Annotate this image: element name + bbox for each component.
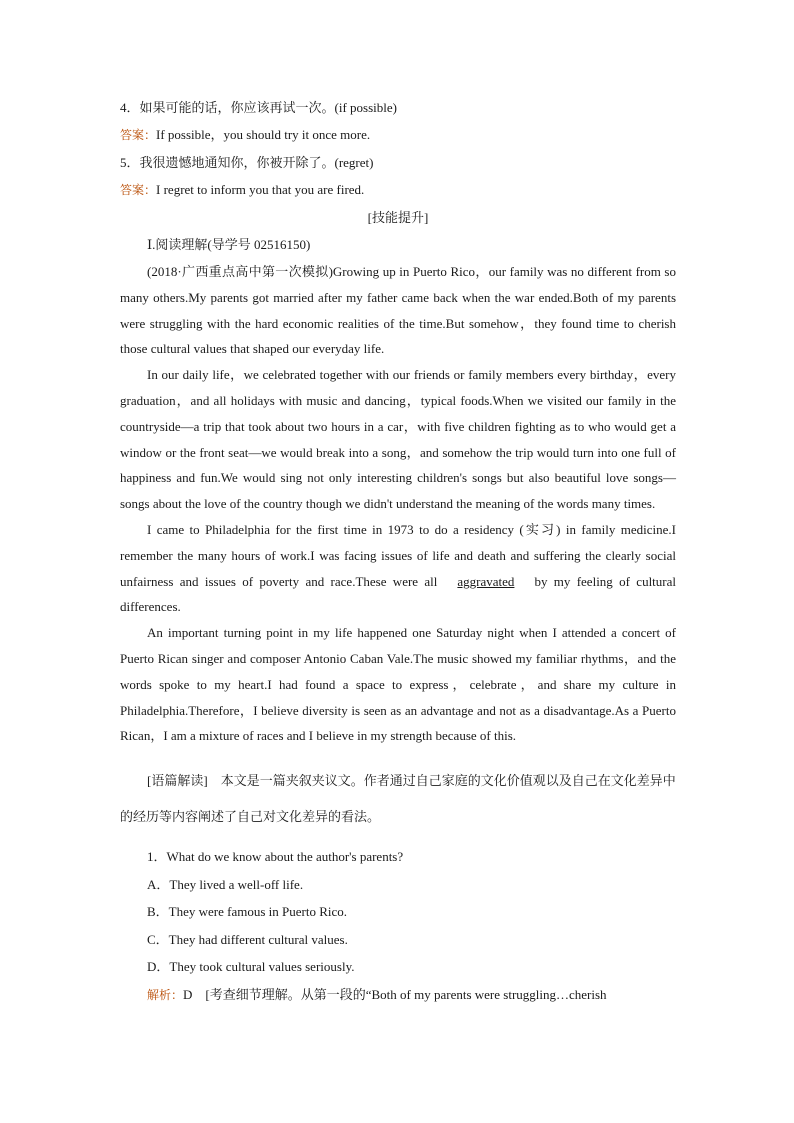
explanation-label: 解析： xyxy=(147,987,184,1002)
document-page xyxy=(120,94,676,1009)
exercise-4-prompt: 4．如果可能的话，你应该再试一次。(if possible) xyxy=(120,100,397,115)
answer-label: 答案： xyxy=(120,128,157,142)
reading-heading: Ⅰ.阅读理解(导学号 02516150) xyxy=(147,237,311,252)
discourse-analysis xyxy=(120,763,676,835)
question-1-stem: 1．What do we know about the author's parents? xyxy=(147,849,404,865)
passage-paragraph-2: In our daily life，we celebrated together with our friends or family members every birthday，every graduation，and all holidays with music and dancing，typical foods.When we visited our family in the countryside—a trip that took about two hours in a car，with five children fighting as to who would get a window or the front seat—we would break into a song，and somehow the trip would turn into one full of happiness and fun.We would sing not only interesting children's songs but also beautiful love songs—songs about the love of the country though we didn't understand the meaning of the words many times. xyxy=(120,367,676,512)
question-1-option-c: C．They had different cultural values. xyxy=(147,931,348,947)
section-heading: [技能提升] xyxy=(367,210,429,225)
exercise-5-answer xyxy=(120,176,676,204)
analysis-text: 本文是一篇夹叙夹议文。作者通过自己家庭的文化价值观以及自己在文化差异中的经历等内容阐述了自己对文化差异的看法。 xyxy=(120,773,676,825)
analysis-label: [语篇解读] xyxy=(147,773,208,789)
answer-text: I regret to inform you that you are fired. xyxy=(156,182,365,197)
question-1-option-a: A．They lived a well-off life. xyxy=(147,876,304,892)
question-1-option-b: B．They were famous in Puerto Rico. xyxy=(147,904,348,920)
question-1-explanation xyxy=(120,981,676,1010)
question-1-option-d: D．They took cultural values seriously. xyxy=(147,959,355,975)
passage-paragraph-1: (2018·广西重点高中第一次模拟)Growing up in Puerto Rico，our family was no different from so many others.My parents got married after my father came back when the war ended.Both of my parents were struggling with the hard economic realities of the time.But somehow，they found time to cherish those cultural values that shaped our everyday life. xyxy=(120,264,676,357)
answer-label: 答案： xyxy=(120,183,157,197)
explanation-text: D [考查细节理解。从第一段的“Both of my parents were struggling…cherish xyxy=(183,986,607,1002)
underlined-word: aggravated xyxy=(457,573,515,589)
answer-text: If possible，you should try it once more. xyxy=(156,127,371,142)
exercise-5-prompt: 5．我很遗憾地通知你，你被开除了。(regret) xyxy=(120,155,374,170)
exercise-4-answer xyxy=(120,121,676,149)
passage-paragraph-4: An important turning point in my life happened one Saturday night when I attended a concert of Puerto Rican singer and composer Antonio Caban Vale.The music showed my familiar rhythms，and the words spoke to my heart.I had found a space to express，celebrate，and share my culture in Philadelphia.Therefore，I believe diversity is seen as an advantage and not as a disadvantage.As a Puerto Rican，I am a mixture of races and I believe in my strength because of this. xyxy=(120,625,676,744)
passage-paragraph-3 xyxy=(120,517,676,620)
paragraph-3-text-a: I came to Philadelphia for the first time in 1973 to do a residency (实习) in family medicine.I remember the many hours of work.I was facing issues of life and death and suffering the clearly social unfairness and issues of poverty and race.These were all xyxy=(120,521,676,589)
paragraph-3-text-b: by my feeling of cultural differences. xyxy=(120,573,676,615)
